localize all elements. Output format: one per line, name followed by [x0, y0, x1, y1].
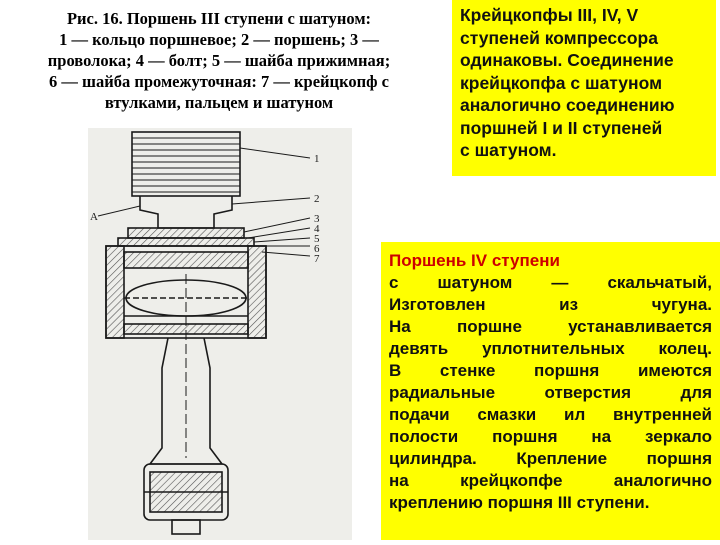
- label-4: 4: [314, 223, 320, 235]
- figure-caption: [0, 8, 438, 113]
- note-line: девять уплотнительных колец.: [389, 339, 712, 358]
- note-line: креплению поршня III ступени.: [389, 493, 650, 512]
- note-line: радиальные отверстия для: [389, 383, 712, 402]
- note-line: на крейцкопфе аналогично: [389, 471, 712, 490]
- note-line: поршней I и II ступеней: [460, 117, 663, 138]
- label-1: 1: [314, 153, 320, 165]
- note-line: Крейцкопфы III, IV, V: [460, 5, 639, 25]
- note-line: аналогично соединению: [460, 95, 675, 115]
- note-line: одинаковы. Соединение: [460, 50, 674, 70]
- note-line: Изготовлен из чугуна.: [389, 295, 712, 314]
- note-line: крейцкопфа с шатуном: [460, 72, 663, 93]
- note-line: ступеней компрессора: [460, 27, 658, 48]
- caption-line: Рис. 16. Поршень III ступени с шатуном:: [66, 9, 372, 28]
- note-line: с шатуном.: [460, 140, 557, 160]
- note-line: В стенке поршня имеются: [389, 361, 712, 380]
- label-6: 6: [314, 243, 320, 255]
- crosshead-note-box: [452, 0, 716, 176]
- note-line: цилиндра. Крепление поршня: [389, 449, 712, 468]
- note-line: подачи смазки ил внутренней: [389, 405, 712, 424]
- caption-line: 6 — шайба промежуточная: 7 — крейцкопф с: [49, 72, 389, 91]
- label-7: 7: [314, 253, 320, 265]
- note-line: На поршне устанавливается: [389, 317, 712, 336]
- note-line: полости поршня на зеркало: [389, 427, 712, 446]
- piston-drawing: [88, 128, 352, 540]
- note-line: с шатуном — скальчатый,: [389, 273, 712, 292]
- label-3: 3: [314, 213, 320, 225]
- piston-assembly-illustration: [88, 128, 352, 540]
- note-title: Поршень IV ступени: [389, 251, 560, 270]
- label-a: А: [90, 211, 98, 223]
- piston-iv-note-box: [381, 242, 720, 540]
- label-2: 2: [314, 193, 320, 205]
- caption-line: проволока; 4 — болт; 5 — шайба прижимная;: [47, 51, 391, 70]
- caption-line: 1 — кольцо поршневое; 2 — поршень; 3 —: [59, 30, 379, 49]
- label-5: 5: [314, 233, 320, 245]
- caption-line: втулками, пальцем и шатуном: [104, 93, 334, 112]
